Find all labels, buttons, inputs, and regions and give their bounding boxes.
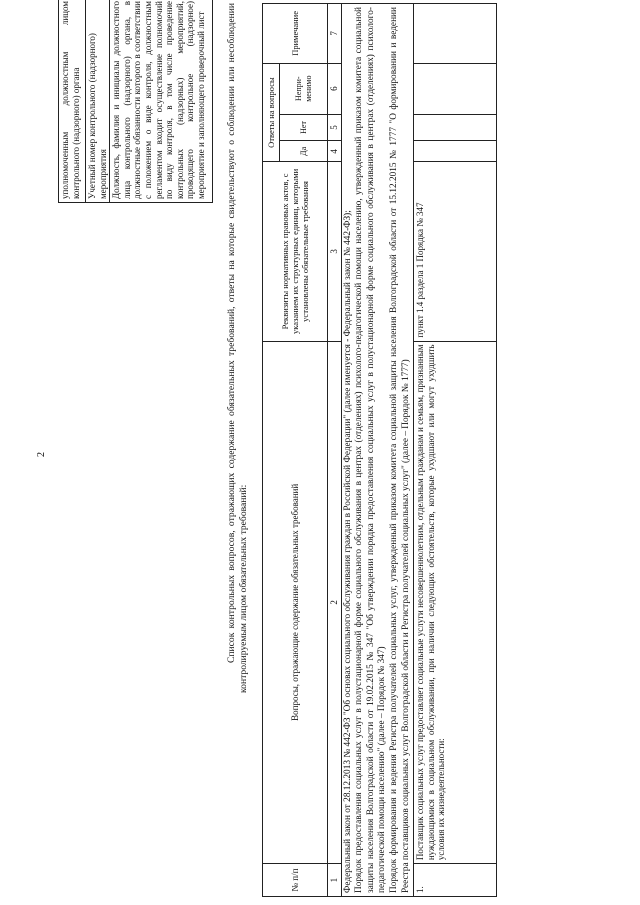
table-row [110,0,213,203]
col-header-yes: Да [280,141,328,162]
col-number: 5 [328,114,342,141]
col-header-num: № п/п [263,864,328,897]
legal-basis-row [341,4,414,897]
inspector-position-cell: Должность, фамилия и инициалы должностного лица контрольного (надзорного) органа, в должностные обязанности которого в соответствии с положением о виде контроля, должностным регламентом входит осуществление полномочий по виду контроля, в том числе проведение контрольных (надзорных) мероприятий, проводящего контрольное (надзорное) мероприятие и заполняющего проверочный лист [110,0,213,203]
page-number: 2 [36,452,47,457]
col-header-requisites: Реквизиты нормативных правовых актов, с указанием их структурных единиц, которыми установлены обязательные требования [263,162,328,341]
col-number: 1 [328,864,342,897]
col-header-note: Примечание [263,4,328,64]
col-header-question: Вопросы, отражающие содержание обязательных требований [263,341,328,864]
col-header-answers: Ответы на вопросы [263,63,280,162]
row-requisites: пункт 1.4 раздела 1 Порядка № 347 [414,162,497,341]
col-number: 7 [328,4,342,64]
table-row [86,0,110,203]
answer-not-applicable-cell[interactable] [414,63,497,114]
legal-basis-item: Порядок предоставления социальных услуг в полустационарной форме социального обслуживания в центрах (отделениях) психолого-педагогической помощи населению, утвержденный приказом комитета социальной защиты населения Волгоградской области от 19.02.2015 № 347 "Об утверждении порядка предоставления социальных услуг в полустационарной форме социального обслуживания в центрах (отделениях) психолого-педагогической помощи населению" (далее – Порядок № 347) [354,7,388,893]
col-header-no: Нет [280,114,328,141]
answer-yes-cell[interactable] [414,141,497,162]
col-number: 2 [328,341,342,864]
answer-no-cell[interactable] [414,114,497,141]
col-number: 6 [328,63,342,114]
table-header-row [263,4,280,897]
event-registration-number-cell: Учетный номер контрольного (надзорного) мероприятия [86,0,110,203]
col-number: 4 [328,141,342,162]
column-number-row [328,4,342,897]
legal-basis-item: Федеральный закон от 28.12.2013 № 442-ФЗ "Об основах социального обслуживания граждан в Российской Федерации" (далее именуется - Федеральный закон № 442-ФЗ); [342,210,353,893]
row-question: Поставщик социальных услуг предоставляет социальные услуги несовершеннолетним, отдельным гражданам и семьям, признанным нуждающимися в социальном обслуживании, при наличии следующих обстоятельств, которые ухудшают или могут ухудшить условия их жизнедеятельности: [414,341,497,864]
col-header-not-applicable: Непри-менимо [280,63,328,114]
checklist-table [262,3,497,897]
inspector-authority-cell: уполномоченным должностным лицом контрольного (надзорного) органа [59,0,86,203]
intro-text: Список контрольных вопросов, отражающих содержание обязательных требований, ответы на которые свидетельствуют о соблюдении или несоблюдении контролируемым лицом обязательных требований: [226,3,250,693]
legal-basis-cell [341,4,414,897]
col-number: 3 [328,162,342,341]
legal-basis-item: Порядок формирования и ведения Регистра получателей социальных услуг, утвержденный приказом комитета социальной защиты населения Волгоградской области от 15.12.2015 № 1777 "О формировании и ведении Реестра поставщиков социальных услуг Волгоградской области и Регистра получателей социальных услуг" (далее – Порядок № 1777) [389,7,411,893]
table-row [414,4,497,897]
row-num: 1. [414,864,497,897]
note-cell[interactable] [414,4,497,64]
table-row [59,0,86,203]
inspector-info-table [58,0,213,203]
